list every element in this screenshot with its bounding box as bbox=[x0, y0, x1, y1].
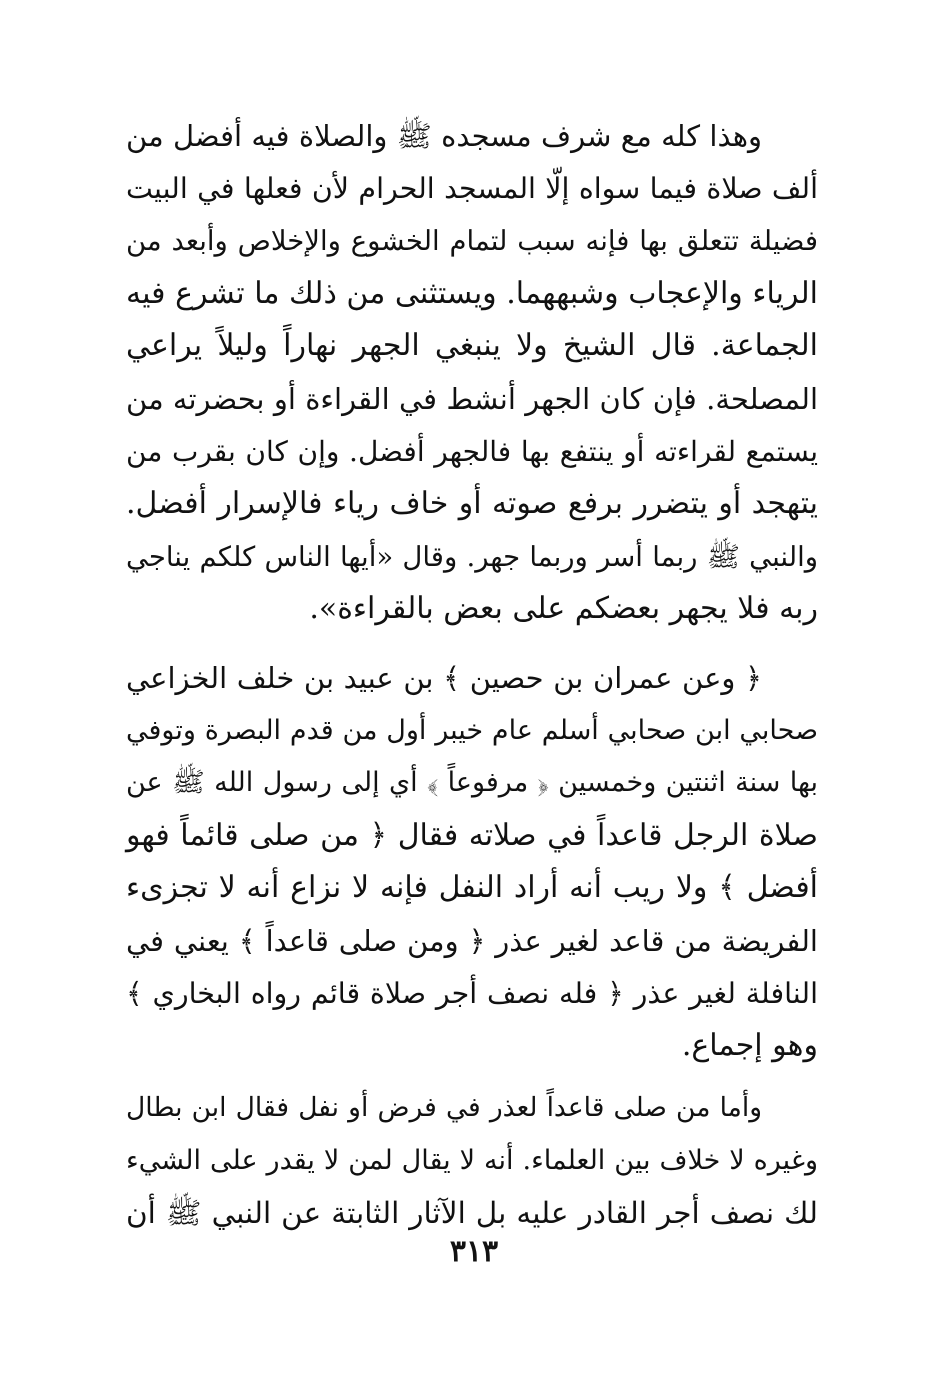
text-line: النافلة لغير عذر ﴿ فله نصف أجر صلاة قائم رواه البخاري ﴾ bbox=[126, 976, 818, 1010]
text-line: يتهجد أو يتضرر برفع صوته أو خاف رياء فالإسرار أفضل. bbox=[126, 486, 818, 522]
text-line: صلاة الرجل قاعداً في صلاته فقال ﴿ من صلى قائماً فهو bbox=[126, 817, 818, 853]
text-line: أفضل ﴾ ولا ريب أنه أراد النفل فإنه لا نزاع أنه لا تجزىء bbox=[126, 870, 818, 906]
text-line: بها سنة اثنتين وخمسين ﴿ مرفوعاً ﴾ أي إلى رسول الله ﷺ عن bbox=[126, 767, 818, 799]
paragraph-1 bbox=[126, 110, 818, 636]
text-line: وأما من صلى قاعداً لعذر في فرض أو نفل فقال ابن بطال bbox=[126, 1092, 762, 1123]
text-line: لك نصف أجر القادر عليه بل الآثار الثابتة عن النبي ﷺ أن bbox=[126, 1196, 818, 1231]
text-line: وغيره لا خلاف بين العلماء. أنه لا يقال لمن لا يقدر على الشيء bbox=[126, 1144, 818, 1176]
text-line: وهو إجماع. bbox=[681, 1028, 818, 1064]
text-line: ربه فلا يجهر بعضكم على بعض بالقراءة». bbox=[309, 591, 818, 627]
text-line: فضيلة تتعلق بها فإنه سبب لتمام الخشوع والإخلاص وأبعد من bbox=[126, 225, 818, 258]
text-line: الرياء والإعجاب وشبههما. ويستثنى من ذلك ما تشرع فيه bbox=[126, 275, 818, 311]
paragraph-2 bbox=[126, 652, 818, 1073]
text-line: وهذا كله مع شرف مسجده ﷺ والصلاة فيه أفضل من bbox=[126, 119, 762, 153]
text-line: ألف صلاة فيما سواه إلّا المسجد الحرام لأن فعلها في البيت bbox=[126, 171, 818, 205]
paragraph-3 bbox=[126, 1082, 818, 1240]
text-line: الجماعة. قال الشيخ ولا ينبغي الجهر نهاراً وليلاً يراعي bbox=[126, 328, 818, 364]
text-line: يستمع لقراءته أو ينتفع بها فالجهر أفضل. وإن كان بقرب من bbox=[126, 434, 818, 468]
text-line: المصلحة. فإن كان الجهر أنشط في القراءة أو بحضرته من bbox=[126, 381, 818, 416]
page-number: ٣١٣ bbox=[449, 1234, 499, 1269]
text-line: ﴿ وعن عمران بن حصين ﴾ بن عبيد بن خلف الخزاعي bbox=[126, 661, 762, 695]
text-line: والنبي ﷺ ربما أسر وربما جهر. وقال «أيها الناس كلكم يناجي bbox=[126, 540, 818, 573]
text-line: صحابي ابن صحابي أسلم عام خيبر أول من قدم البصرة وتوفي bbox=[126, 714, 818, 746]
text-line: الفريضة من قاعد لغير عذر ﴿ ومن صلى قاعداً ﴾ يعني في bbox=[126, 923, 818, 958]
